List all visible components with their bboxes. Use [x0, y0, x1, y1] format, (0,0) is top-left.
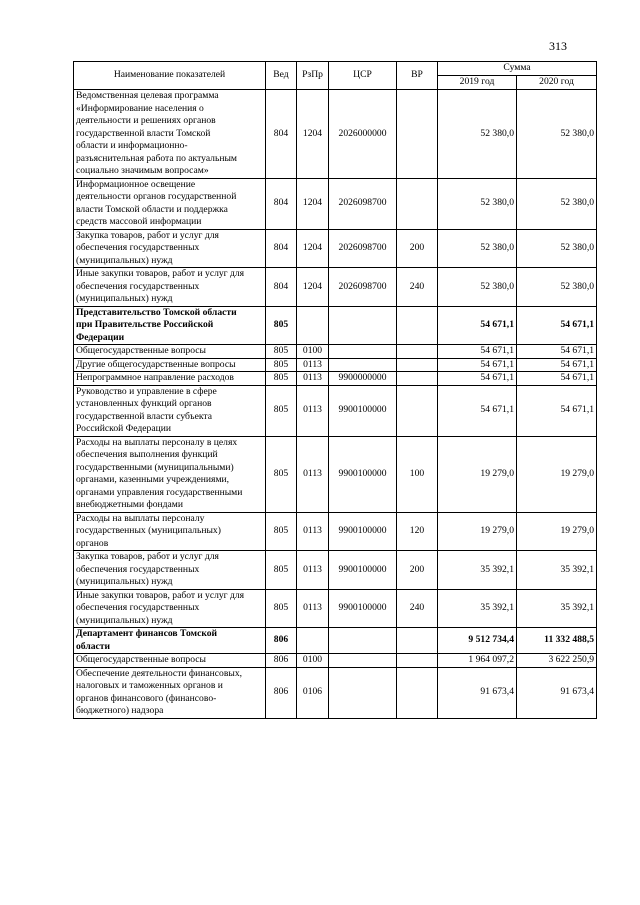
cell-2020: 19 279,0 — [517, 512, 597, 551]
cell-rzpr: 1204 — [297, 268, 329, 307]
page-number: 313 — [549, 39, 567, 53]
cell-2020: 54 671,1 — [517, 358, 597, 372]
cell-2019: 35 392,1 — [438, 551, 517, 590]
cell-rzpr: 0113 — [297, 551, 329, 590]
cell-2019: 52 380,0 — [438, 178, 517, 229]
cell-name: Закупка товаров, работ и услуг для обеспечения государственных (муниципальных) нужд — [74, 229, 266, 268]
cell-2019: 35 392,1 — [438, 589, 517, 628]
cell-csr: 2026098700 — [329, 229, 397, 268]
cell-name: Общегосударственные вопросы — [74, 654, 266, 668]
cell-name: Закупка товаров, работ и услуг для обеспечения государственных (муниципальных) нужд — [74, 551, 266, 590]
cell-ved: 806 — [266, 628, 297, 654]
cell-csr — [329, 358, 397, 372]
cell-rzpr: 1204 — [297, 229, 329, 268]
cell-name: Непрограммное направление расходов — [74, 372, 266, 386]
cell-vr: 200 — [397, 551, 438, 590]
cell-csr — [329, 345, 397, 359]
cell-rzpr — [297, 628, 329, 654]
cell-rzpr: 0113 — [297, 512, 329, 551]
cell-2020: 54 671,1 — [517, 306, 597, 345]
cell-name: Иные закупки товаров, работ и услуг для обеспечения государственных (муниципальных) нужд — [74, 589, 266, 628]
cell-csr: 9900000000 — [329, 372, 397, 386]
cell-2020: 35 392,1 — [517, 589, 597, 628]
cell-vr — [397, 385, 438, 436]
cell-2019: 54 671,1 — [438, 372, 517, 386]
cell-name: Представительство Томской области при Правительстве Российской Федерации — [74, 306, 266, 345]
header-csr: ЦСР — [329, 62, 397, 90]
cell-rzpr: 1204 — [297, 178, 329, 229]
cell-2019: 9 512 734,4 — [438, 628, 517, 654]
cell-rzpr: 0113 — [297, 436, 329, 512]
table-row — [74, 229, 597, 268]
cell-csr: 2026000000 — [329, 90, 397, 179]
cell-name: Департамент финансов Томской области — [74, 628, 266, 654]
cell-name: Ведомственная целевая программа «Информирование населения о деятельности и решениях органов государственной власти Томской области и информационно- разъяснительная работа по актуальным социально значимым вопросам» — [74, 90, 266, 179]
cell-name: Общегосударственные вопросы — [74, 345, 266, 359]
cell-csr: 2026098700 — [329, 178, 397, 229]
cell-vr: 100 — [397, 436, 438, 512]
cell-ved: 804 — [266, 178, 297, 229]
cell-name: Информационное освещение деятельности органов государственной власти Томской области и поддержка средств массовой информации — [74, 178, 266, 229]
header-vr: ВР — [397, 62, 438, 90]
cell-csr: 9900100000 — [329, 589, 397, 628]
cell-csr — [329, 306, 397, 345]
cell-rzpr: 0100 — [297, 345, 329, 359]
table-row — [74, 589, 597, 628]
table-row — [74, 628, 597, 654]
budget-table — [73, 61, 597, 719]
cell-ved: 806 — [266, 667, 297, 718]
cell-vr — [397, 628, 438, 654]
cell-2020: 35 392,1 — [517, 551, 597, 590]
cell-2019: 19 279,0 — [438, 512, 517, 551]
cell-rzpr: 0113 — [297, 385, 329, 436]
header-sum: Сумма — [438, 62, 597, 76]
cell-name: Руководство и управление в сфере установленных функций органов государственной власти субъекта Российской Федерации — [74, 385, 266, 436]
cell-csr — [329, 654, 397, 668]
cell-vr — [397, 90, 438, 179]
table-row — [74, 372, 597, 386]
cell-csr — [329, 667, 397, 718]
header-name: Наименование показателей — [74, 62, 266, 90]
cell-2020: 11 332 488,5 — [517, 628, 597, 654]
cell-name: Расходы на выплаты персоналу в целях обеспечения выполнения функций государственными (муниципальными) органами, казенными учреждениями, органами управления государственными внебюджетными фондами — [74, 436, 266, 512]
table-row — [74, 436, 597, 512]
cell-2019: 1 964 097,2 — [438, 654, 517, 668]
table-row — [74, 345, 597, 359]
cell-name: Расходы на выплаты персоналу государственных (муниципальных) органов — [74, 512, 266, 551]
cell-ved: 804 — [266, 229, 297, 268]
cell-ved: 805 — [266, 306, 297, 345]
table-body — [74, 90, 597, 719]
header-2020: 2020 год — [517, 76, 597, 90]
header-ved: Вед — [266, 62, 297, 90]
table-row — [74, 268, 597, 307]
table-row — [74, 654, 597, 668]
table-row — [74, 551, 597, 590]
cell-2019: 54 671,1 — [438, 358, 517, 372]
table-row — [74, 178, 597, 229]
cell-rzpr: 0113 — [297, 372, 329, 386]
cell-rzpr: 0100 — [297, 654, 329, 668]
table-row — [74, 385, 597, 436]
cell-ved: 805 — [266, 345, 297, 359]
cell-vr — [397, 358, 438, 372]
cell-ved: 805 — [266, 436, 297, 512]
cell-2020: 52 380,0 — [517, 229, 597, 268]
cell-vr — [397, 667, 438, 718]
cell-vr: 240 — [397, 268, 438, 307]
table-row — [74, 358, 597, 372]
cell-vr — [397, 306, 438, 345]
cell-ved: 804 — [266, 268, 297, 307]
cell-2020: 19 279,0 — [517, 436, 597, 512]
cell-ved: 805 — [266, 512, 297, 551]
cell-rzpr: 0113 — [297, 358, 329, 372]
cell-ved: 805 — [266, 358, 297, 372]
cell-rzpr: 0106 — [297, 667, 329, 718]
cell-csr: 9900100000 — [329, 385, 397, 436]
cell-2020: 91 673,4 — [517, 667, 597, 718]
cell-2019: 54 671,1 — [438, 345, 517, 359]
cell-csr: 9900100000 — [329, 551, 397, 590]
cell-csr: 9900100000 — [329, 436, 397, 512]
cell-2020: 3 622 250,9 — [517, 654, 597, 668]
cell-rzpr: 1204 — [297, 90, 329, 179]
cell-csr — [329, 628, 397, 654]
cell-vr — [397, 654, 438, 668]
cell-2020: 54 671,1 — [517, 372, 597, 386]
cell-ved: 804 — [266, 90, 297, 179]
cell-name: Обеспечение деятельности финансовых, налоговых и таможенных органов и органов финансового (финансово- бюджетного) надзора — [74, 667, 266, 718]
cell-vr — [397, 372, 438, 386]
cell-2020: 52 380,0 — [517, 90, 597, 179]
header-2019: 2019 год — [438, 76, 517, 90]
table-row — [74, 667, 597, 718]
cell-vr — [397, 345, 438, 359]
cell-2019: 91 673,4 — [438, 667, 517, 718]
cell-2019: 52 380,0 — [438, 268, 517, 307]
cell-vr: 120 — [397, 512, 438, 551]
cell-vr: 200 — [397, 229, 438, 268]
cell-2019: 52 380,0 — [438, 229, 517, 268]
cell-ved: 805 — [266, 372, 297, 386]
cell-vr — [397, 178, 438, 229]
cell-2020: 54 671,1 — [517, 385, 597, 436]
cell-csr: 2026098700 — [329, 268, 397, 307]
cell-ved: 805 — [266, 551, 297, 590]
table-row — [74, 306, 597, 345]
cell-2020: 52 380,0 — [517, 268, 597, 307]
cell-rzpr: 0113 — [297, 589, 329, 628]
cell-2019: 52 380,0 — [438, 90, 517, 179]
cell-ved: 805 — [266, 589, 297, 628]
table-row — [74, 90, 597, 179]
cell-name: Иные закупки товаров, работ и услуг для обеспечения государственных (муниципальных) нужд — [74, 268, 266, 307]
cell-vr: 240 — [397, 589, 438, 628]
table-row — [74, 512, 597, 551]
cell-2019: 19 279,0 — [438, 436, 517, 512]
cell-2020: 54 671,1 — [517, 345, 597, 359]
cell-2019: 54 671,1 — [438, 385, 517, 436]
cell-2020: 52 380,0 — [517, 178, 597, 229]
cell-rzpr — [297, 306, 329, 345]
cell-name: Другие общегосударственные вопросы — [74, 358, 266, 372]
cell-csr: 9900100000 — [329, 512, 397, 551]
header-rzpr: РзПр — [297, 62, 329, 90]
cell-2019: 54 671,1 — [438, 306, 517, 345]
cell-ved: 806 — [266, 654, 297, 668]
cell-ved: 805 — [266, 385, 297, 436]
